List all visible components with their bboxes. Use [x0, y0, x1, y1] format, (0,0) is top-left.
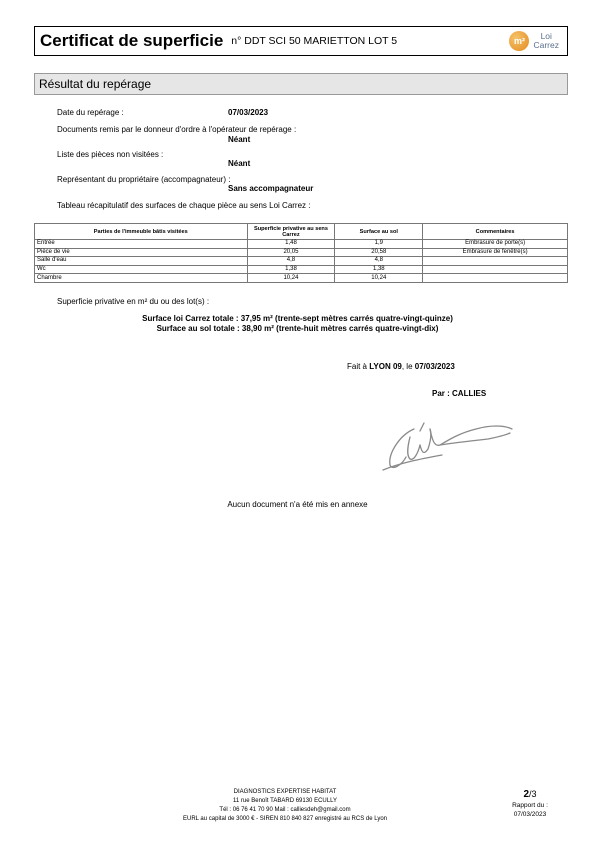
document-title: Certificat de superficie: [40, 31, 224, 50]
table-row: [35, 248, 568, 257]
surface-table: [34, 223, 568, 283]
page-current: 2: [523, 789, 530, 800]
signoff-author: Par : CALLIES: [432, 389, 487, 398]
footer-contact: Tél : 06 76 41 70 90 Mail : calliesdeh@gmail.com: [219, 807, 351, 813]
representative-value: Sans accompagnateur: [228, 184, 314, 193]
summary-label: Superficie privative en m² du ou des lot(s) :: [57, 297, 210, 306]
table-intro-label: Tableau récapitulatif des surfaces de chaque pièce au sens Loi Carrez :: [57, 201, 311, 210]
comment: [423, 265, 568, 274]
documents-label: Documents remis par le donneur d'ordre à l'opérateur de repérage :: [57, 125, 297, 134]
document-header: [34, 26, 568, 56]
logo-text: [533, 32, 559, 50]
room-name: Wc: [35, 265, 248, 274]
section-title: Résultat du repérage: [34, 73, 568, 95]
documents-value: Néant: [228, 135, 251, 144]
date-value: 07/03/2023: [228, 108, 269, 117]
ground-area: 1,38: [335, 265, 423, 274]
ground-area: 20,58: [335, 248, 423, 257]
room-name: Salle d'eau: [35, 257, 248, 266]
page-number: [500, 789, 560, 800]
carrez-total: Surface loi Carrez totale : 37,95 m² (trente-sept mètres carrés quatre-vingt-quinze): [142, 314, 453, 323]
unvisited-rooms-value: Néant: [228, 159, 251, 168]
signoff-city: LYON 09: [369, 362, 402, 371]
document-reference: n° DDT SCI 50 MARIETTON LOT 5: [231, 35, 398, 47]
logo-line-1: Loi: [540, 31, 552, 41]
col-header-comments: Commentaires: [423, 224, 568, 240]
col-header-carrez: Superficie privative au sens Carrez: [247, 224, 335, 240]
table-row: [35, 257, 568, 266]
ground-area: 10,24: [335, 274, 423, 283]
col-header-rooms: Parties de l'immeuble bâtis visitées: [35, 224, 248, 240]
representative-label: Représentant du propriétaire (accompagnateur) :: [57, 175, 231, 184]
signoff-place-date: [347, 362, 455, 371]
table-row: [35, 265, 568, 274]
footer-legal: EURL au capital de 3000 € - SIREN 810 840 827 enregistré au RCS de Lyon: [182, 816, 387, 822]
col-header-ground: Surface au sol: [335, 224, 423, 240]
comment: [423, 257, 568, 266]
room-name: Entrée: [35, 240, 248, 249]
ground-area: 1,9: [335, 240, 423, 249]
table-row: [35, 274, 568, 283]
date-label: Date du repérage :: [57, 108, 124, 117]
unvisited-rooms-label: Liste des pièces non visitées :: [57, 150, 164, 159]
footer-company: DIAGNOSTICS EXPERTISE HABITAT: [233, 789, 337, 795]
comment: [423, 274, 568, 283]
comment: Embrasure de fenêtre(s): [423, 248, 568, 257]
carrez-area: 1,48: [247, 240, 335, 249]
room-name: Pièce de vie: [35, 248, 248, 257]
logo-line-2: Carrez: [533, 40, 559, 50]
report-label: Rapport du :: [512, 802, 548, 809]
footer-address: 11 rue Benoît TABARD 69130 ECULLY: [233, 798, 337, 804]
m2-badge-icon: m²: [509, 31, 529, 51]
ground-total: Surface au sol totale : 38,90 m² (trente-huit mètres carrés quatre-vingt-dix): [156, 324, 439, 333]
room-name: Chambre: [35, 274, 248, 283]
annex-note: Aucun document n'a été mis en annexe: [227, 500, 368, 509]
carrez-area: 20,05: [247, 248, 335, 257]
le-text: , le: [401, 362, 413, 371]
carrez-area: 1,38: [247, 265, 335, 274]
handwritten-signature: [380, 415, 520, 475]
loi-carrez-logo: [509, 30, 559, 52]
carrez-area: 10,24: [247, 274, 335, 283]
page-total: /3: [529, 789, 537, 799]
ground-area: 4,8: [335, 257, 423, 266]
carrez-area: 4,8: [247, 257, 335, 266]
report-info: [500, 801, 560, 819]
fait-a-text: Fait à: [347, 362, 368, 371]
report-date: 07/03/2023: [513, 811, 547, 818]
comment: Embrasure de porte(s): [423, 240, 568, 249]
table-row: [35, 240, 568, 249]
signoff-date: 07/03/2023: [414, 362, 455, 371]
table-header-row: [35, 224, 568, 240]
